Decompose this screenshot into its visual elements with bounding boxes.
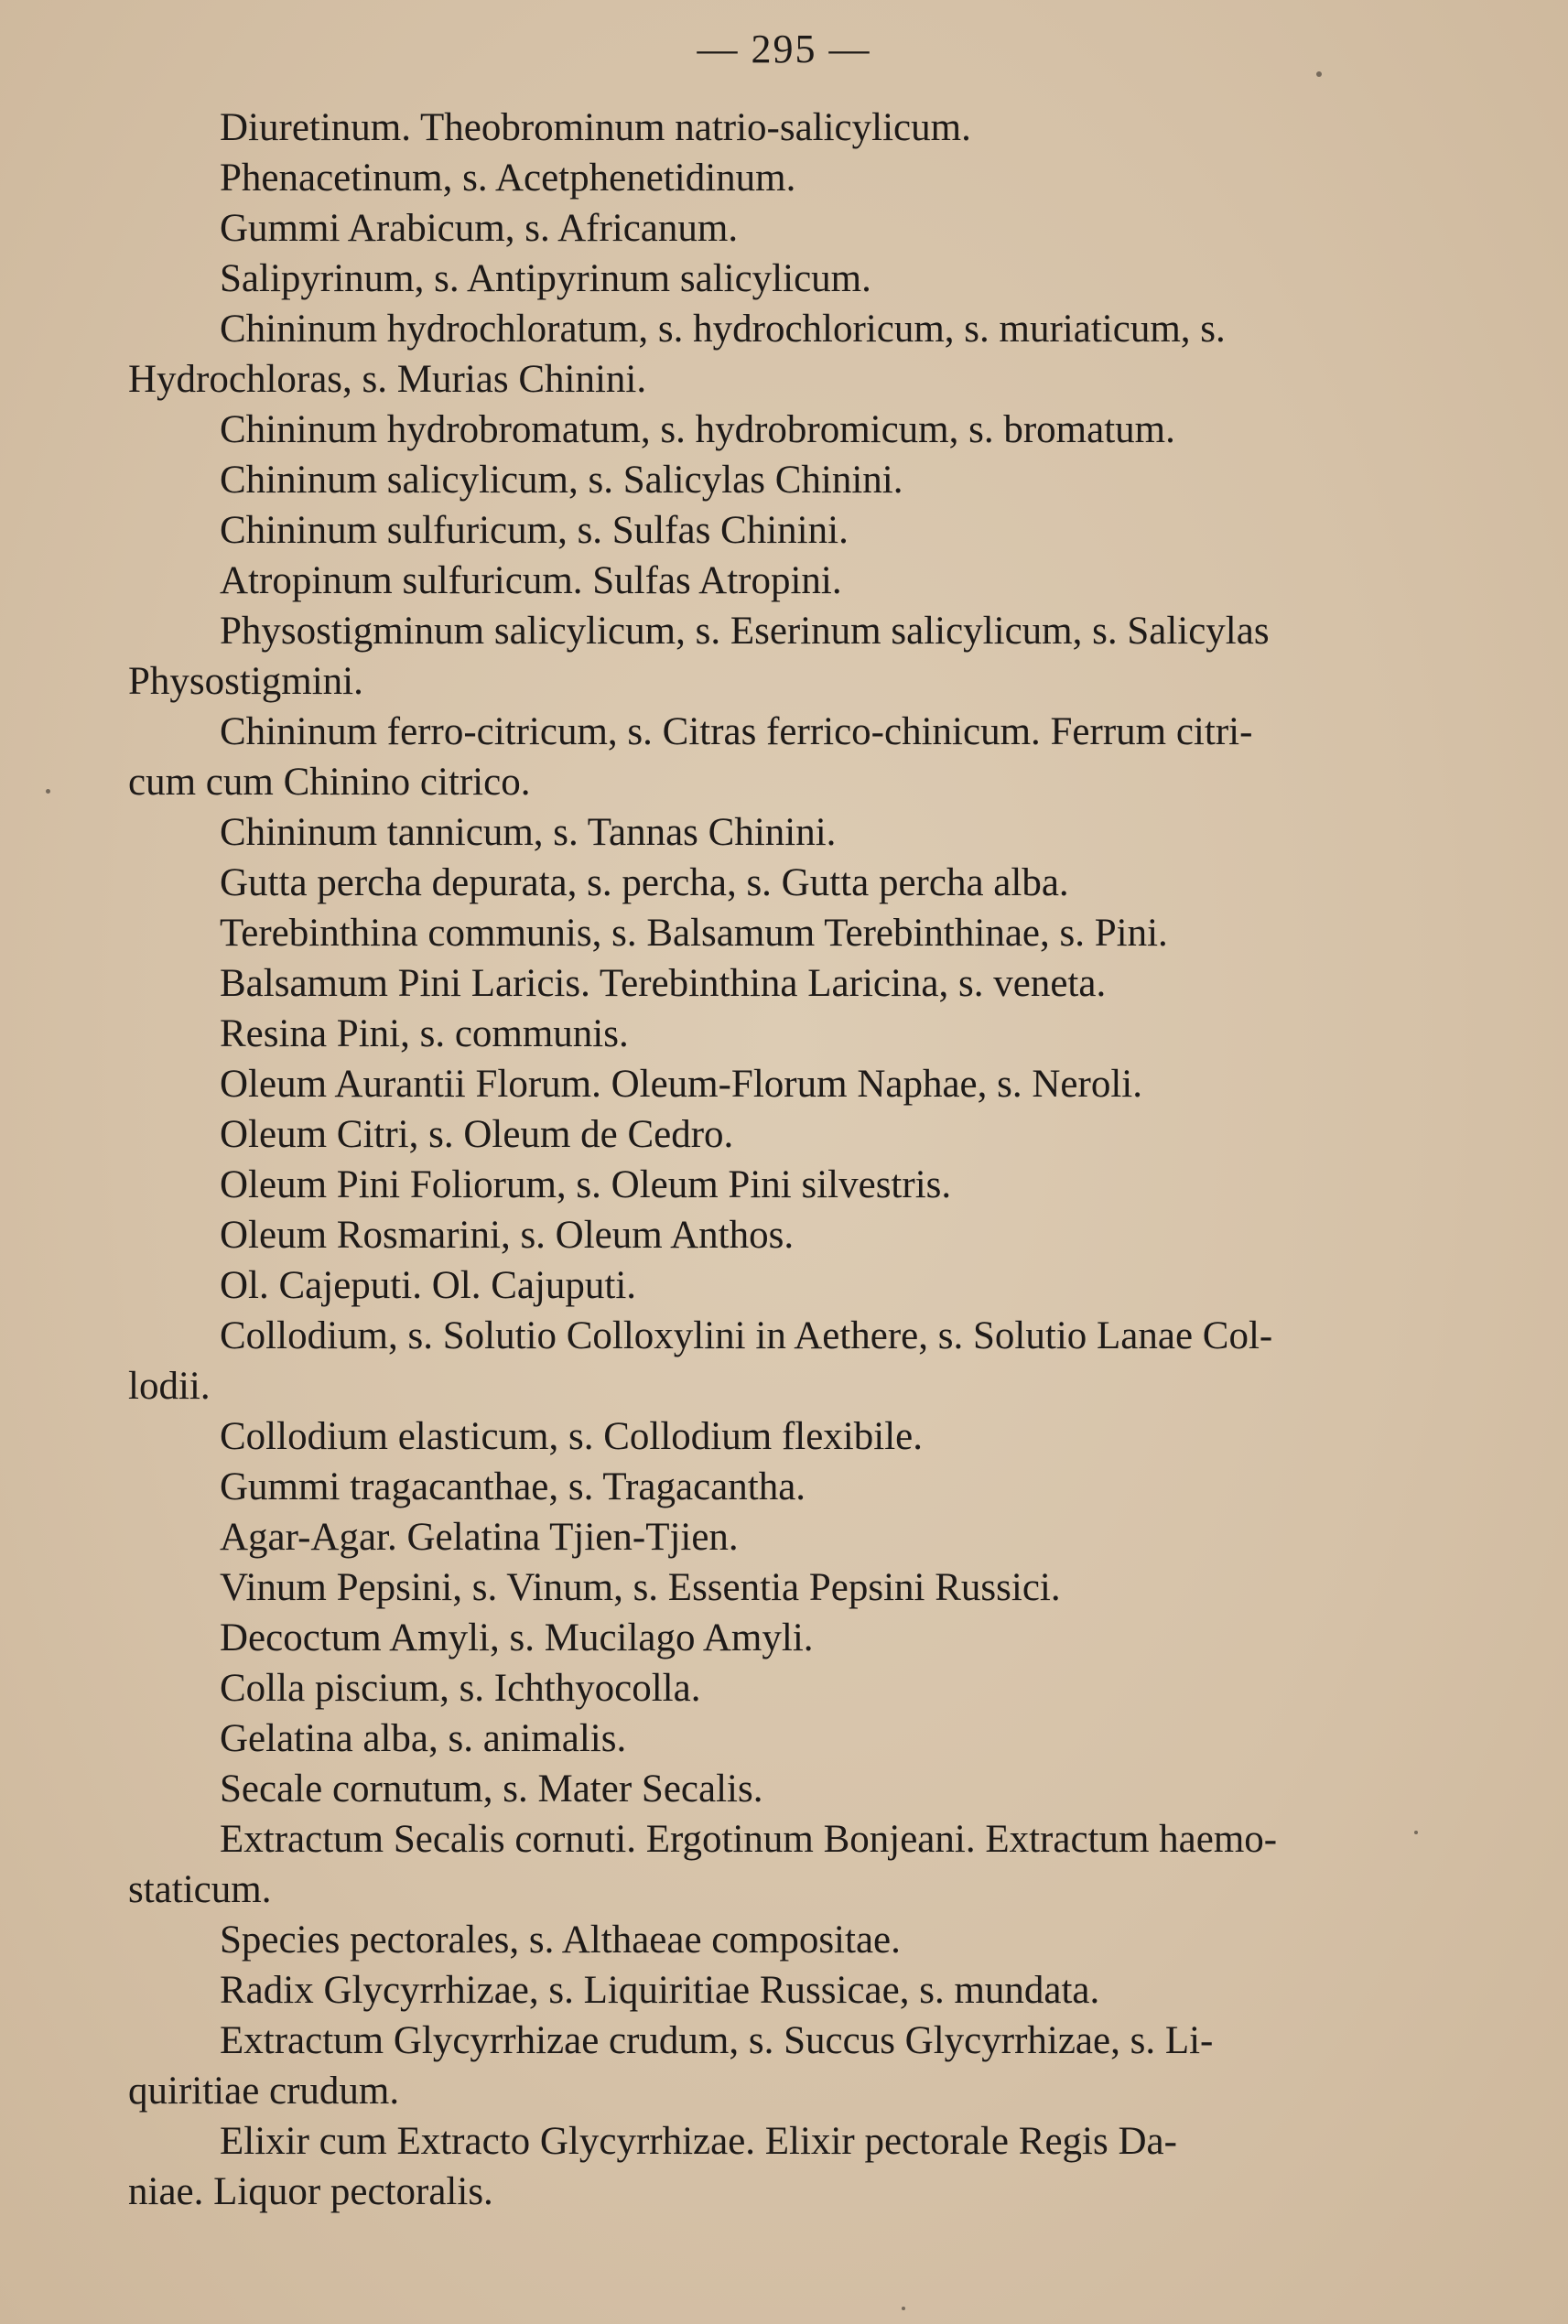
entry-continuation-line: staticum. [128,1868,272,1911]
entry-line: Oleum Citri, s. Oleum de Cedro. [220,1113,734,1156]
entry-line: Extractum Glycyrrhizae crudum, s. Succus Glycyrrhizae, s. Li- [220,2019,1214,2062]
ink-speck [1316,71,1322,77]
entry-line: Oleum Pini Foliorum, s. Oleum Pini silvestris. [220,1163,952,1206]
entry-list [128,103,1465,2217]
entry-line: Species pectorales, s. Althaeae compositae. [220,1919,901,1962]
entry [128,1814,1465,1915]
entry [128,606,1465,707]
entry-line: Gummi tragacanthae, s. Tragacantha. [220,1465,806,1508]
entry-line: Ol. Cajeputi. Ol. Cajuputi. [220,1264,637,1307]
entry-line: Vinum Pepsini, s. Vinum, s. Essentia Pepsini Russici. [220,1566,1061,1609]
entry-line: Extractum Secalis cornuti. Ergotinum Bonjeani. Extractum haemo- [220,1818,1278,1861]
entry-line: Colla piscium, s. Ichthyocolla. [220,1667,701,1710]
entry [128,304,1465,405]
entry-line: Resina Pini, s. communis. [220,1012,629,1055]
entry-continuation-line: cum cum Chinino citrico. [128,761,531,804]
entry [128,103,1465,153]
entry [128,1613,1465,1663]
entry [128,505,1465,556]
entry [128,1311,1465,1411]
entry-line: Chininum ferro-citricum, s. Citras ferrico-chinicum. Ferrum citri- [220,710,1253,753]
entry [128,1009,1465,1059]
entry [128,2116,1465,2217]
entry-line: Gutta percha depurata, s. percha, s. Gutta percha alba. [220,861,1069,904]
entry-continuation-line: Hydrochloras, s. Murias Chinini. [128,358,647,401]
ink-speck [46,789,50,794]
entry [128,1462,1465,1512]
entry-line: Diuretinum. Theobrominum natrio-salicylicum. [220,106,971,149]
entry [128,153,1465,203]
entry [128,254,1465,304]
entry [128,1965,1465,2016]
entry [128,1109,1465,1160]
entry-line: Chininum hydrochloratum, s. hydrochloricum, s. muriaticum, s. [220,308,1226,351]
entry-line: Agar-Agar. Gelatina Tjien-Tjien. [220,1516,739,1559]
entry-line: Radix Glycyrrhizae, s. Liquiritiae Russicae, s. mundata. [220,1969,1100,2012]
entry-continuation-line: lodii. [128,1365,211,1408]
entry [128,1764,1465,1814]
entry [128,1512,1465,1562]
entry [128,556,1465,606]
entry [128,1915,1465,1965]
entry-line: Gummi Arabicum, s. Africanum. [220,207,739,250]
entry-line: Secale cornutum, s. Mater Secalis. [220,1767,763,1811]
entry-line: Phenacetinum, s. Acetphenetidinum. [220,157,796,200]
entry-line: Oleum Aurantii Florum. Oleum-Florum Naphae, s. Neroli. [220,1063,1142,1106]
entry [128,1663,1465,1713]
entry-line: Collodium, s. Solutio Colloxylini in Aethere, s. Solutio Lanae Col- [220,1314,1273,1357]
entry [128,455,1465,505]
entry [128,908,1465,958]
entry [128,2016,1465,2116]
entry [128,405,1465,455]
entry [128,1260,1465,1311]
entry-continuation-line: quiritiae crudum. [128,2070,400,2113]
entry-line: Terebinthina communis, s. Balsamum Terebinthinae, s. Pini. [220,912,1168,955]
entry-line: Chininum sulfuricum, s. Sulfas Chinini. [220,509,849,552]
entry [128,1713,1465,1764]
entry-line: Elixir cum Extracto Glycyrrhizae. Elixir pectorale Regis Da- [220,2120,1177,2163]
entry [128,1059,1465,1109]
entry-line: Gelatina alba, s. animalis. [220,1717,627,1760]
entry-line: Collodium elasticum, s. Collodium flexibile. [220,1415,923,1458]
entry [128,1210,1465,1260]
entry-line: Physostigminum salicylicum, s. Eserinum salicylicum, s. Salicylas [220,610,1270,653]
ink-speck [1414,1831,1418,1834]
ink-speck [902,2307,905,2310]
entry-line: Decoctum Amyli, s. Mucilago Amyli. [220,1616,814,1659]
entry-continuation-line: Physostigmini. [128,660,363,703]
entry [128,807,1465,858]
entry [128,858,1465,908]
entry-continuation-line: niae. Liquor pectoralis. [128,2170,493,2213]
entry-line: Chininum salicylicum, s. Salicylas Chinini. [220,459,903,502]
entry-line: Oleum Rosmarini, s. Oleum Anthos. [220,1214,795,1257]
entry-line: Chininum hydrobromatum, s. hydrobromicum, s. bromatum. [220,408,1175,451]
entry [128,1160,1465,1210]
entry-line: Salipyrinum, s. Antipyrinum salicylicum. [220,257,871,300]
entry-line: Chininum tannicum, s. Tannas Chinini. [220,811,837,854]
entry-line: Balsamum Pini Laricis. Terebinthina Laricina, s. veneta. [220,962,1107,1005]
entry [128,1411,1465,1462]
entry [128,203,1465,254]
entry [128,707,1465,807]
entry-line: Atropinum sulfuricum. Sulfas Atropini. [220,559,842,602]
entry [128,958,1465,1009]
page-number: — 295 — [697,27,871,71]
entry [128,1562,1465,1613]
